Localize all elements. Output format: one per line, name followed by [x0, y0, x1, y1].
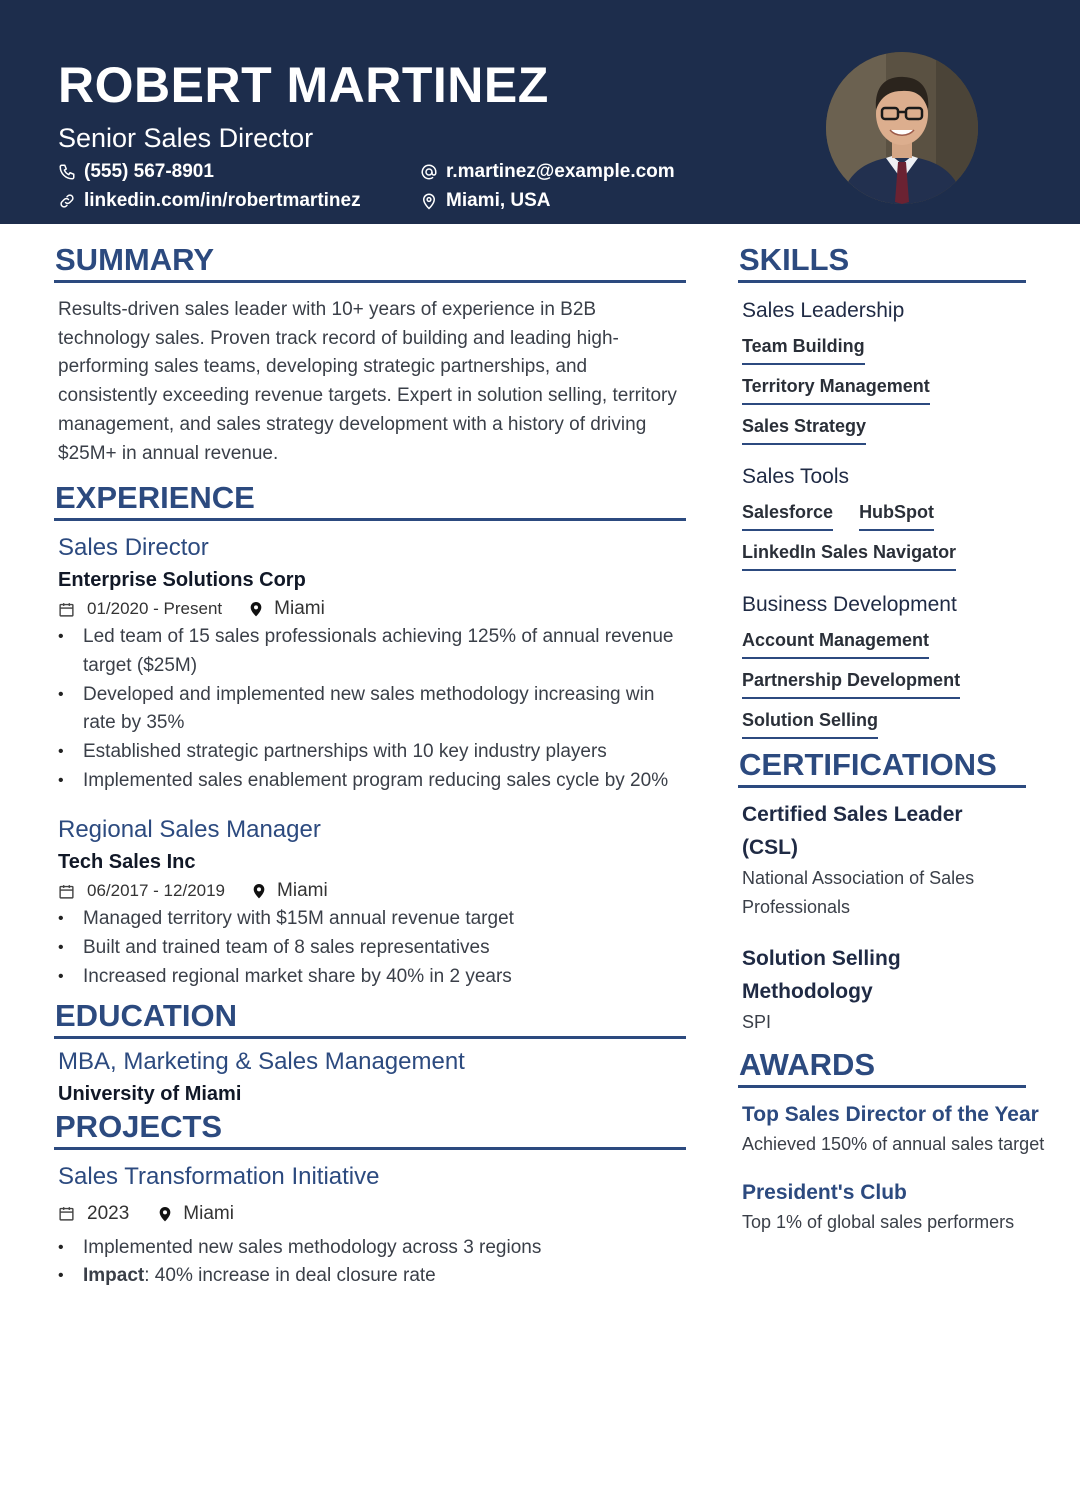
contact-location: [420, 189, 551, 213]
list-item: • Implemented sales enablement program reducing sales cycle by 20%: [54, 767, 686, 796]
job-meta: [54, 597, 686, 621]
list-item: • Built and trained team of 8 sales representatives: [54, 934, 686, 963]
impact-label: Impact: [83, 1265, 145, 1287]
degree-name: MBA, Marketing & Sales Management: [58, 1047, 465, 1075]
list-item: • Increased regional market share by 40% in 2 years: [54, 963, 686, 992]
location-text: Miami, USA: [446, 190, 551, 211]
award-description: Top 1% of global sales performers: [742, 1212, 1015, 1232]
list-item: • Managed territory with $15M annual revenue target: [54, 905, 686, 934]
award-name: Top Sales Director of the Year: [742, 1103, 1039, 1126]
skill-chip: Partnership Development: [742, 667, 960, 699]
skill-row: [738, 499, 1080, 531]
project-bullets: [54, 1234, 686, 1291]
job-meta: [54, 879, 686, 903]
company-name: Tech Sales Inc: [58, 851, 196, 874]
resume-header: [0, 0, 1080, 224]
certification-org: National Association of Sales Professionals: [742, 868, 975, 917]
contact-phone: [58, 160, 214, 184]
skill-row: [738, 413, 1080, 445]
experience-heading: EXPERIENCE: [54, 478, 686, 521]
map-marker-icon: [248, 600, 264, 618]
job-entry: [54, 815, 686, 991]
certification-org: SPI: [742, 1012, 772, 1032]
skill-chip: HubSpot: [859, 499, 934, 531]
skill-category: Sales Tools: [742, 465, 850, 488]
award-name: President's Club: [742, 1181, 907, 1204]
skill-row: [738, 707, 1080, 739]
impact-text: : 40% increase in deal closure rate: [144, 1265, 436, 1287]
calendar-icon: [58, 601, 75, 618]
linkedin-text: linkedin.com/in/robertmartinez: [84, 190, 361, 211]
skill-category: Business Development: [742, 593, 957, 616]
phone-text: (555) 567-8901: [84, 161, 214, 182]
map-marker-icon: [251, 882, 267, 900]
job-title: Sales Director: [58, 534, 209, 562]
skill-chip: Account Management: [742, 627, 929, 659]
summary-text: Results-driven sales leader with 10+ years of experience in B2B technology sales. Proven track record of building and leading high-performing sales teams, developing strategic partnerships, and consistently exceeding revenue targets. Expert in solution selling, territory management, and sales strategy development with a history of driving $25M+ in annual revenue.: [58, 299, 677, 464]
education-heading: EDUCATION: [54, 996, 686, 1039]
profile-photo: [826, 52, 978, 204]
project-name: Sales Transformation Initiative: [58, 1162, 380, 1190]
project-year: 2023: [87, 1202, 130, 1224]
certification-name: Solution Selling Methodology: [742, 947, 901, 1003]
skill-row: [738, 627, 1080, 659]
contact-email[interactable]: [420, 160, 675, 184]
at-icon: [420, 163, 438, 181]
skills-heading: SKILLS: [738, 240, 1026, 283]
job-bullets: [54, 623, 686, 795]
calendar-icon: [58, 883, 75, 900]
summary-heading: SUMMARY: [54, 240, 686, 283]
skill-row: [738, 373, 1080, 405]
project-meta: [54, 1202, 686, 1226]
certifications-heading: CERTIFICATIONS: [738, 745, 1026, 788]
list-item: • Implemented new sales methodology across 3 regions: [54, 1234, 686, 1263]
job-location: Miami: [277, 880, 328, 902]
job-title: Regional Sales Manager: [58, 816, 321, 844]
skill-chip: Team Building: [742, 333, 865, 365]
certification-name: Certified Sales Leader (CSL): [742, 803, 963, 859]
job-location: Miami: [274, 598, 325, 620]
skill-chip: Solution Selling: [742, 707, 878, 739]
contact-linkedin[interactable]: [58, 189, 361, 213]
candidate-name: ROBERT MARTINEZ: [58, 57, 549, 113]
list-item: • Developed and implemented new sales methodology increasing win rate by 35%: [54, 681, 686, 738]
phone-icon: [58, 163, 76, 181]
job-dates: 06/2017 - 12/2019: [87, 881, 226, 901]
location-pin-icon: [420, 192, 438, 210]
project-location: Miami: [183, 1202, 234, 1224]
skill-row: [738, 667, 1080, 699]
job-entry: [54, 533, 686, 795]
award-description: Achieved 150% of annual sales target: [742, 1134, 1045, 1154]
map-marker-icon: [157, 1205, 173, 1223]
skill-chip: Territory Management: [742, 373, 930, 405]
list-item: • Led team of 15 sales professionals achieving 125% of annual revenue target ($25M): [54, 623, 686, 680]
skill-row: [738, 539, 1080, 571]
list-item: • Established strategic partnerships with 10 key industry players: [54, 738, 686, 767]
company-name: Enterprise Solutions Corp: [58, 569, 306, 592]
skill-chip: Salesforce: [742, 499, 833, 531]
skill-category: Sales Leadership: [742, 299, 905, 322]
awards-heading: AWARDS: [738, 1045, 1026, 1088]
calendar-icon: [58, 1205, 75, 1222]
skill-row: [738, 333, 1080, 365]
job-dates: 01/2020 - Present: [87, 599, 223, 619]
job-bullets: [54, 905, 686, 991]
skill-chip: LinkedIn Sales Navigator: [742, 539, 956, 571]
main-column: [54, 240, 686, 1291]
sidebar-column: [738, 240, 1080, 1236]
candidate-title: Senior Sales Director: [58, 123, 314, 153]
school-name: University of Miami: [58, 1082, 242, 1105]
list-item: [54, 1262, 686, 1291]
email-text: r.martinez@example.com: [446, 161, 675, 182]
projects-heading: PROJECTS: [54, 1107, 686, 1150]
link-icon: [58, 192, 76, 210]
skill-chip: Sales Strategy: [742, 413, 866, 445]
